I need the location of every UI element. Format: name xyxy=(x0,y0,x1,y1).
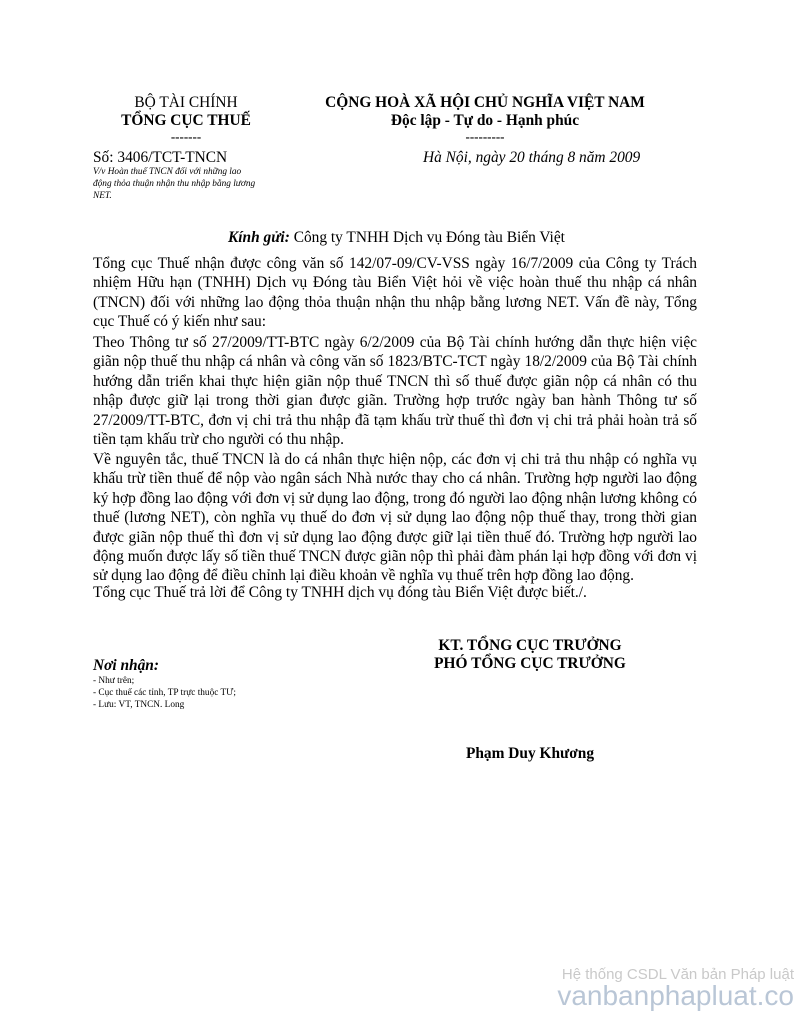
body-paragraph-1: Tổng cục Thuế nhận được công văn số 142/07-09/CV-VSS ngày 16/7/2009 của Công ty Trách nhiệm Hữu hạn (TNHH) Dịch vụ Đóng tàu Biển Việt hỏi về việc hoàn thuế thu nhập cá nhân (TNCN) đối với những lao động thỏa thuận nhận thu nhập bằng lương NET. Vấn đề này, Tổng cục Thuế có ý kiến như sau: xyxy=(93,255,697,331)
body-paragraph-4: Tổng cục Thuế trả lời để Công ty TNHH dịch vụ đóng tàu Biển Việt được biết./. xyxy=(93,584,587,601)
recipient xyxy=(228,229,565,247)
left-rule: ------- xyxy=(170,129,202,144)
document-number: Số: 3406/TCT-TNCN xyxy=(93,149,228,166)
motto: Độc lập - Tự do - Hạnh phúc xyxy=(390,112,580,129)
body-paragraph-3: Về nguyên tắc, thuế TNCN là do cá nhân thực hiện nộp, các đơn vị chi trả thu nhập có nghĩa vụ khấu trừ tiền thuế để nộp vào ngân sách Nhà nước thay cho cá nhân. Trường hợp người lao động ký hợp đồng lao động với đơn vị sử dụng lao động, trong đó người lao động nhận lương không có thuế (lương NET), còn nghĩa vụ thuế do đơn vị sử dụng lao động nộp thuế thay, trong thời gian được giãn nộp thuế thì đơn vị sử dụng lao động được giữ lại tiền thuế đó. Trường hợp người lao động muốn được lấy số tiền thuế TNCN được giãn nộp thì phải đàm phán lại hợp đồng với đơn vị sử dụng lao động để điều chỉnh lại điều khoản về nghĩa vụ thuế trên hợp đồng lao động. xyxy=(93,451,697,585)
right-rule: --------- xyxy=(465,129,505,144)
department-name: TỔNG CỤC THUẾ xyxy=(121,112,251,129)
distribution-item: - Lưu: VT, TNCN. Long xyxy=(93,700,185,710)
body-paragraph-2: Theo Thông tư số 27/2009/TT-BTC ngày 6/2/2009 của Bộ Tài chính hướng dẫn thực hiện việc giãn nộp thuế thu nhập cá nhân và công văn số 1823/BTC-TCT ngày 18/2/2009 của Bộ Tài chính hướng dẫn triển khai thực hiện giãn nộp thuế TNCN thì số thuế được giãn nộp cá nhân có thu nhập được giữ lại trong thời gian được giãn. Trường hợp trước ngày ban hành Thông tư số 27/2009/TT-BTC, đơn vị chi trả thu nhập đã tạm khấu trừ thuế thì đơn vị chi trả phải hoàn trả số tiền tạm khấu trừ cho người có thu nhập. xyxy=(93,334,697,449)
subject-line: NET. xyxy=(93,191,112,201)
signature-title-1: KT. TỔNG CỤC TRƯỞNG xyxy=(438,637,622,654)
distribution-item: - Cục thuế các tỉnh, TP trực thuộc TƯ; xyxy=(93,688,236,698)
signature-title-2: PHÓ TỔNG CỤC TRƯỞNG xyxy=(434,655,626,672)
distribution-label: Nơi nhận: xyxy=(93,657,159,674)
watermark-line-2: vanbanphapluat.co xyxy=(557,980,794,1011)
subject-line: động thỏa thuận nhận thu nhập bằng lương xyxy=(93,179,256,189)
signer-name: Phạm Duy Khương xyxy=(465,745,595,762)
watermark-line-1: Hệ thống CSDL Văn bản Pháp luật xyxy=(561,966,794,983)
subject-line: V/v Hoàn thuế TNCN đối với những lao xyxy=(93,167,242,177)
nation-title: CỘNG HOÀ XÃ HỘI CHỦ NGHĨA VIỆT NAM xyxy=(325,94,645,111)
distribution-item: - Như trên; xyxy=(93,676,135,686)
ministry-name: BỘ TÀI CHÍNH xyxy=(134,94,238,111)
recipient-label: Kính gửi: xyxy=(228,229,290,246)
date-place: Hà Nội, ngày 20 tháng 8 năm 2009 xyxy=(423,149,641,166)
recipient-name: Công ty TNHH Dịch vụ Đóng tàu Biển Việt xyxy=(293,229,565,246)
